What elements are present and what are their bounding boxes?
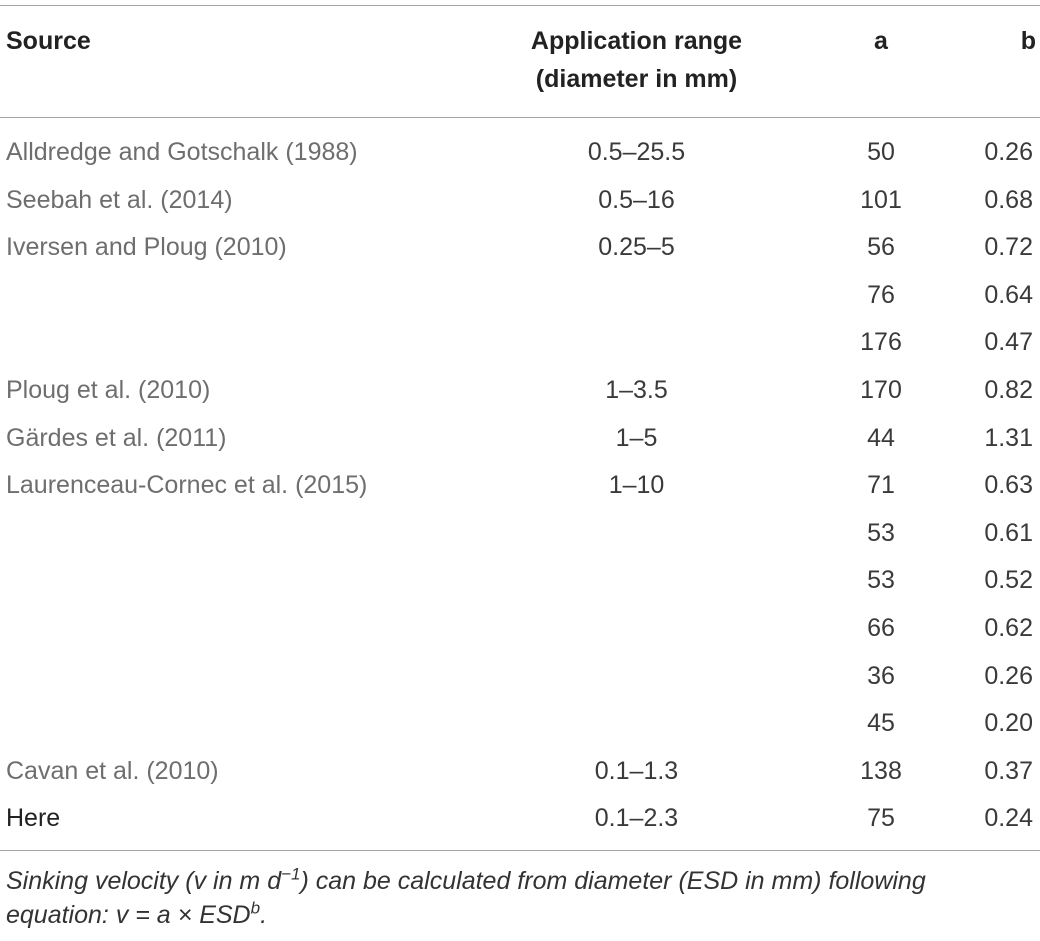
cell-b: 1.31 <box>984 423 1033 452</box>
cell-a: 138 <box>860 756 902 785</box>
cell-a: 36 <box>867 661 895 690</box>
footnote-line2-prefix: equation: v = a × ESD <box>6 901 251 929</box>
cell-b: 0.26 <box>984 138 1033 166</box>
cell-b: 0.52 <box>984 566 1033 595</box>
cell-source: Here <box>6 804 61 833</box>
cell-a: 71 <box>867 471 895 500</box>
footnote-line1-suffix: ) can be calculated from diameter (ESD in mm) following <box>300 867 926 895</box>
table-row <box>0 272 1040 320</box>
column-header-source: Source <box>6 27 91 55</box>
cell-a: 53 <box>867 518 895 547</box>
cell-b: 0.26 <box>984 661 1033 690</box>
table-row <box>0 415 1040 463</box>
header-rule <box>0 117 1040 118</box>
table-row <box>0 462 1040 510</box>
table-row <box>0 129 1040 177</box>
cell-b: 0.62 <box>984 613 1033 642</box>
table-row <box>0 510 1040 558</box>
table-body <box>0 129 1040 843</box>
column-header-range-line1: Application range <box>530 27 743 55</box>
table-row <box>0 224 1040 272</box>
cell-a: 66 <box>867 613 895 642</box>
column-header-application-range <box>480 22 793 98</box>
cell-range: 1–5 <box>615 423 658 452</box>
cell-a: 170 <box>860 375 902 404</box>
cell-range: 0.1–1.3 <box>594 756 679 785</box>
cell-b: 0.68 <box>984 185 1033 214</box>
cell-source: Gärdes et al. (2011) <box>6 423 227 452</box>
cell-b: 0.82 <box>984 375 1033 404</box>
cell-b: 0.63 <box>984 471 1033 500</box>
footnote-line1-prefix: Sinking velocity (v in m d <box>6 867 282 895</box>
column-header-range-line2: (diameter in mm) <box>535 65 738 93</box>
cell-range: 0.5–16 <box>598 185 675 214</box>
table-footnote <box>6 864 1036 932</box>
cell-b: 0.64 <box>984 280 1033 309</box>
cell-range: 0.5–25.5 <box>587 138 686 166</box>
cell-source: Seebah et al. (2014) <box>6 185 233 214</box>
cell-b: 0.37 <box>984 756 1033 785</box>
table-row <box>0 177 1040 225</box>
footnote-line2-suffix: . <box>260 901 268 929</box>
table-bottom-rule <box>0 850 1040 851</box>
column-header-a: a <box>874 27 888 55</box>
cell-a: 53 <box>867 566 895 595</box>
cell-b: 0.24 <box>984 804 1033 833</box>
cell-source: Cavan et al. (2010) <box>6 756 219 785</box>
cell-range: 0.25–5 <box>598 233 675 262</box>
table-row <box>0 700 1040 748</box>
cell-b: 0.47 <box>984 328 1033 357</box>
cell-a: 50 <box>867 138 895 166</box>
cell-range: 1–3.5 <box>605 375 668 404</box>
cell-b: 0.20 <box>984 709 1033 738</box>
table-row <box>0 653 1040 701</box>
table-row <box>0 367 1040 415</box>
cell-source: Laurenceau-Cornec et al. (2015) <box>6 471 368 500</box>
cell-range: 1–10 <box>608 471 665 500</box>
cell-a: 45 <box>867 709 895 738</box>
table-top-rule <box>0 5 1040 6</box>
table-row <box>0 557 1040 605</box>
footnote-line-1 <box>6 864 1036 898</box>
cell-source: Alldredge and Gotschalk (1988) <box>6 138 358 166</box>
cell-a: 75 <box>867 804 895 833</box>
table-row <box>0 605 1040 653</box>
footnote-line-2 <box>6 898 1036 932</box>
cell-a: 76 <box>867 280 895 309</box>
cell-source: Iversen and Ploug (2010) <box>6 233 287 262</box>
cell-a: 176 <box>860 328 902 357</box>
cell-b: 0.72 <box>984 233 1033 262</box>
table-row <box>0 748 1040 796</box>
column-header-b: b <box>1020 27 1036 55</box>
cell-a: 44 <box>867 423 895 452</box>
cell-range: 0.1–2.3 <box>594 804 679 833</box>
table-row <box>0 319 1040 367</box>
cell-a: 56 <box>867 233 895 262</box>
cell-source: Ploug et al. (2010) <box>6 375 211 404</box>
table-row <box>0 795 1040 843</box>
footnote-line2-superscript: b <box>250 898 261 918</box>
cell-a: 101 <box>860 185 902 214</box>
cell-b: 0.61 <box>984 518 1033 547</box>
footnote-line1-superscript: −1 <box>281 864 301 884</box>
